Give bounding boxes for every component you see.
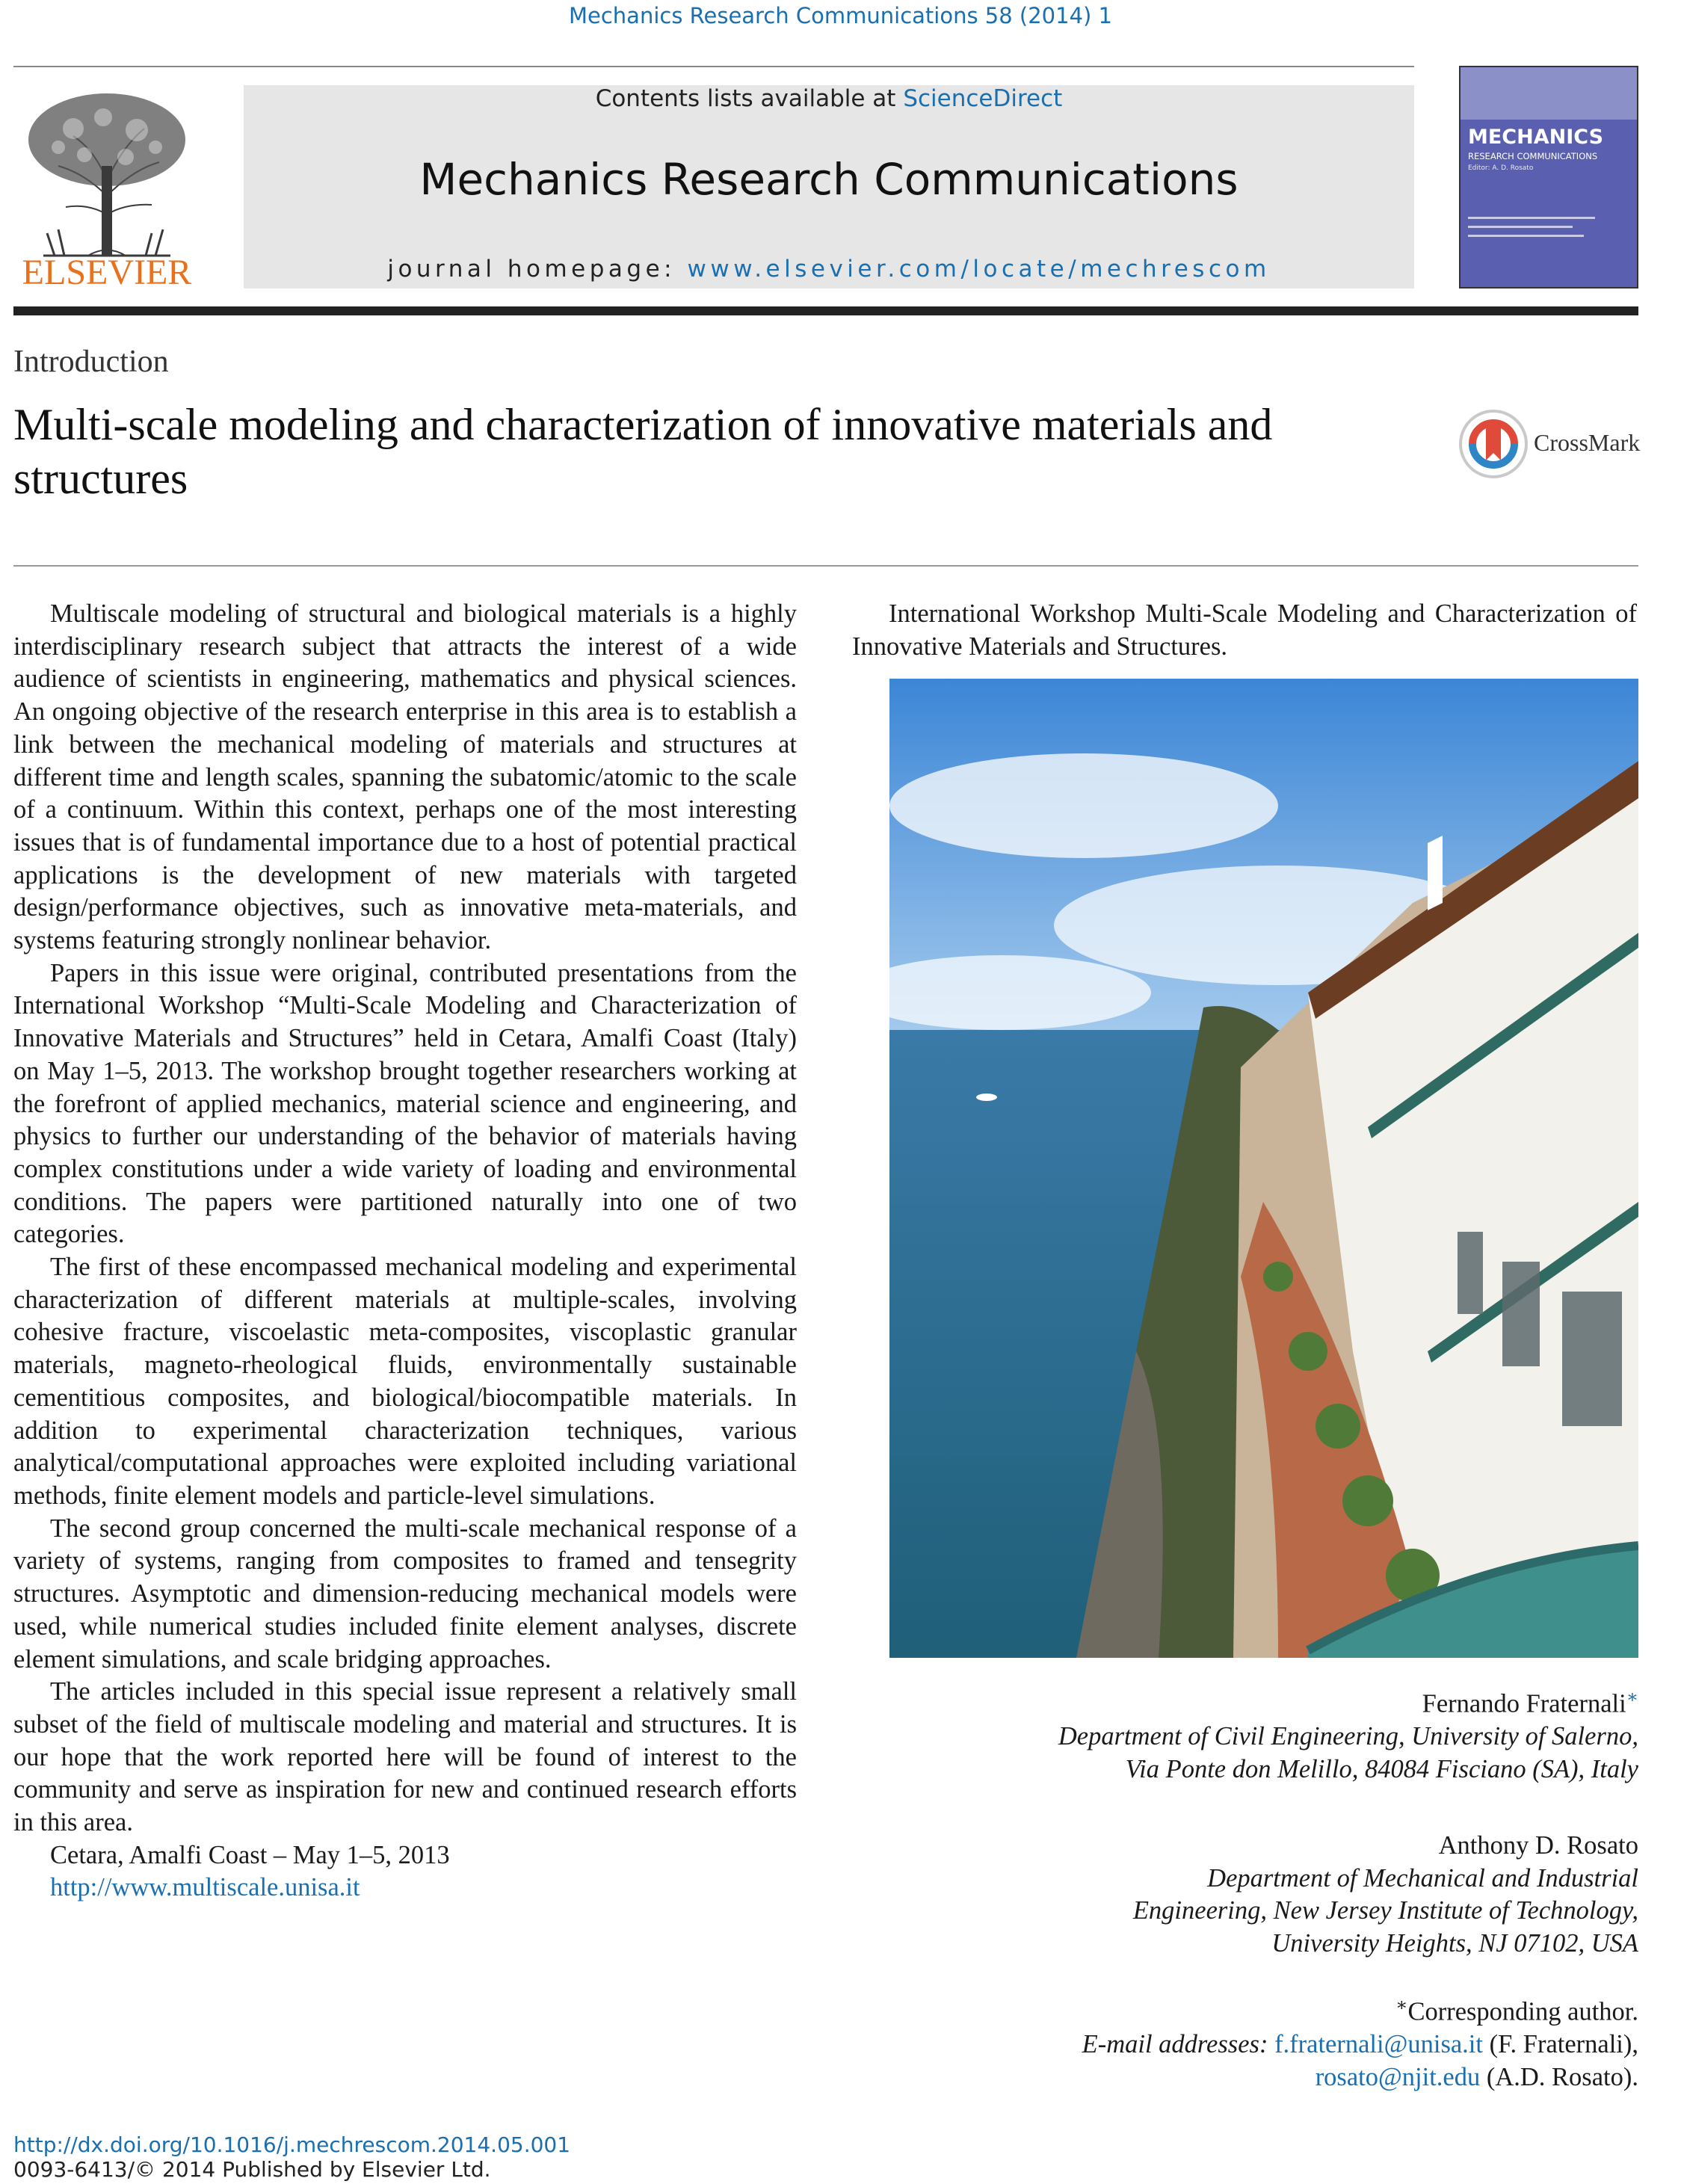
email-label: E-mail addresses:: [1082, 2030, 1268, 2059]
issn-copyright: 0093-6413/© 2014 Published by Elsevier Ltd.: [13, 2157, 491, 2182]
workshop-link-line: [13, 1872, 797, 1904]
workshop-caption: International Workshop Multi-Scale Modeling and Characterization of Innovative Materials and Structures.: [852, 599, 1637, 661]
author-affiliation: Department of Civil Engineering, University of Salerno, Via Ponte don Melillo, 84084 Fisciano (SA), Italy: [1058, 1722, 1638, 1783]
section-label: Introduction: [13, 345, 169, 379]
contents-line: [244, 85, 1414, 112]
journal-homepage: [244, 256, 1414, 283]
cover-title: MECHANICS: [1468, 126, 1604, 149]
cover-top-band: [1461, 67, 1637, 120]
body-paragraph: Papers in this issue were original, contributed presentations from the International Workshop “Multi-Scale Modeling and Characterization of Innovative Materials and Structures” held in Cetara, Amalfi Coast (Italy) on May 1–5, 2013. The workshop brought together researchers working at the forefront of applied mechanics, material science and engineering, and physics to further our understanding of the behavior of materials having complex constitutions under a wide variety of loading and environmental conditions. The papers were partitioned naturally into one of two categories.: [13, 958, 797, 1249]
correspondence-note: [1070, 1990, 1638, 2094]
body-paragraph: The second group concerned the multi-scale mechanical response of a variety of systems, ranging from composites to framed and tensegrity structures. Asymptotic and dimension-reducing mechanical models were used, while numerical studies included finite element analyses, discrete element simulations, and scale bridging approaches.: [13, 1514, 797, 1674]
cover-subtitle: RESEARCH COMMUNICATIONS: [1468, 151, 1598, 161]
journal-title: Mechanics Research Communications: [419, 154, 1239, 205]
corresponding-author-line: [1070, 1990, 1638, 2029]
homepage-prefix: journal homepage:: [387, 256, 688, 283]
contents-prefix: Contents lists available at: [595, 85, 904, 112]
email-link-fraternali[interactable]: f.fraternali@unisa.it: [1274, 2030, 1483, 2059]
elsevier-logo[interactable]: [13, 84, 200, 289]
author-affiliation: Department of Mechanical and Industrial Engineering, New Jersey Institute of Technology, University Heights, NJ 07102, USA: [1132, 1863, 1638, 1958]
cover-editor: Editor: A. D. Rosato: [1468, 164, 1534, 172]
author-name: Anthony D. Rosato: [1438, 1831, 1638, 1860]
email-link-rosato[interactable]: rosato@njit.edu: [1315, 2062, 1481, 2091]
elsevier-wordmark: ELSEVIER: [22, 253, 192, 289]
body-paragraph: The first of these encompassed mechanical modeling and experimental characterization of different materials at multiple-scales, involving cohesive fracture, viscoelastic meta-composites, viscoplastic granular materials, magneto-rheological fluids, environmentally sustainable cementitious composites, and biological/biocompatible materials. In addition to experimental characterization techniques, various analytical/computational approaches were exploited including variational methods, finite element models and particle-level simulations.: [13, 1253, 797, 1510]
elsevier-tree-icon: [13, 84, 200, 289]
author-name: Fernando Fraternali: [1422, 1689, 1626, 1718]
top-divider: [13, 66, 1414, 67]
author-name-line: [1040, 1682, 1638, 1721]
body-paragraph: Multiscale modeling of structural and biological materials is a highly interdisciplinary research subject that attracts the interest of a wide audience of scientists in engineering, mathematics and physical sciences. An ongoing objective of the research enterprise in this area is to establish a link between the mechanical modeling of materials and structures at different time and length scales, spanning the subatomic/atomic to the scale of a continuum. Within this context, perhaps one of the most interesting issues that is of fundamental importance due to a host of potential practical applications is the development of new materials with targeted design/performance objectives, such as innovative meta-materials, and systems featuring strongly nonlinear behavior.: [13, 599, 797, 955]
cover-decor-line: [1468, 235, 1584, 237]
journal-banner: [244, 85, 1414, 289]
header-divider: [13, 306, 1638, 315]
cover-decor-line: [1468, 226, 1573, 228]
corresponding-label: Corresponding author.: [1407, 1997, 1638, 2026]
corresponding-marker[interactable]: ∗: [1626, 1688, 1638, 1707]
workshop-link[interactable]: http://www.multiscale.unisa.it: [50, 1873, 360, 1902]
journal-citation[interactable]: Mechanics Research Communications 58 (2014) 1: [568, 3, 1113, 28]
journal-cover-thumbnail[interactable]: [1459, 66, 1638, 289]
crossmark-badge[interactable]: [1458, 408, 1644, 480]
article-title: Multi-scale modeling and characterization of innovative materials and structures: [13, 400, 1273, 503]
email-addresses: [1070, 2029, 1638, 2094]
email-owner: (F. Fraternali),: [1489, 2030, 1638, 2059]
corresponding-marker: ∗: [1395, 1996, 1408, 2015]
email-owner: (A.D. Rosato).: [1486, 2062, 1638, 2091]
place-date: Cetara, Amalfi Coast – May 1–5, 2013: [50, 1840, 450, 1869]
title-divider: [13, 565, 1638, 567]
homepage-link[interactable]: www.elsevier.com/locate/mechrescom: [687, 256, 1271, 283]
cover-decor-line: [1468, 217, 1595, 219]
right-column-intro: [852, 598, 1637, 663]
article-body: [13, 598, 797, 1904]
body-paragraph: The articles included in this special issue represent a relatively small subset of the field of multiscale modeling and material and structures. It is our hope that the work reported here will be found of interest to the community and serve as inspiration for new and continued research efforts in this area.: [13, 1677, 797, 1837]
crossmark-icon: [1458, 408, 1529, 480]
author-block-2: [1070, 1830, 1638, 1961]
crossmark-label: CrossMark: [1534, 429, 1641, 456]
author-block-1: [1040, 1682, 1638, 1786]
sciencedirect-link[interactable]: ScienceDirect: [903, 85, 1063, 112]
doi-link[interactable]: http://dx.doi.org/10.1016/j.mechrescom.2014.05.001: [13, 2132, 571, 2157]
amalfi-coast-photo: [889, 679, 1638, 1658]
coastal-terrace-image: [889, 679, 1638, 1658]
